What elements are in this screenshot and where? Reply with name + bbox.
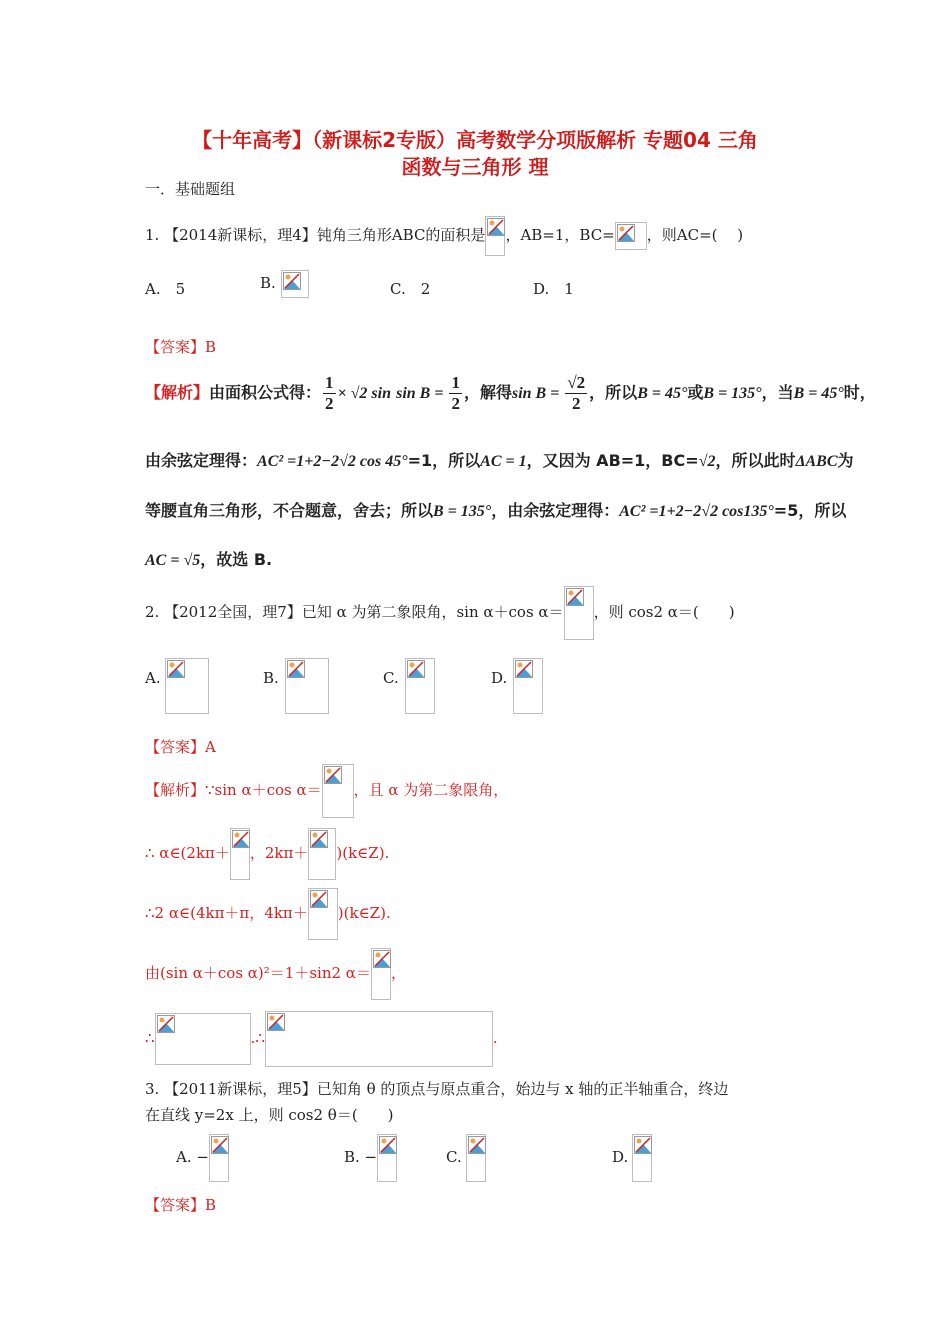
broken-image-icon — [265, 1011, 493, 1067]
q1-option-c: C. 2 — [390, 280, 431, 298]
broken-image-icon — [564, 586, 594, 640]
broken-image-icon — [308, 888, 338, 940]
q2-option-c-label: C. — [383, 669, 399, 687]
analysis-text: 等腰直角三角形，不合题意，舍去；所以 — [145, 501, 434, 520]
q2-analysis-line1 — [145, 762, 508, 818]
math-expr: √2 — [698, 453, 716, 470]
q1-text-c: ，则AC=( ) — [646, 226, 744, 244]
q3-number: 3. — [145, 1080, 160, 1098]
q1-analysis-line3 — [145, 498, 846, 521]
q1-number: 1. — [145, 226, 160, 244]
fraction-denominator: 2 — [325, 394, 334, 413]
q2-source: 【2012全国，理7】 — [164, 603, 302, 621]
math-expr: B = 45° — [793, 385, 844, 402]
page-title-line1: 【十年高考】（新课标2专版）高考数学分项版解析 专题04 三角 — [192, 128, 758, 152]
analysis-text: .∴ — [250, 1029, 265, 1047]
q3-option-b — [344, 1132, 397, 1182]
answer-label: 【答案】 — [145, 1196, 206, 1214]
broken-image-icon — [466, 1134, 486, 1182]
analysis-text: ， — [390, 964, 406, 982]
q1-text-b: ，AB=1，BC= — [505, 226, 615, 244]
q2-analysis-line2 — [145, 826, 389, 880]
q2-analysis-line4 — [145, 946, 406, 1000]
q3-option-b-label: B. − — [344, 1148, 378, 1166]
math-expr: AC = √5 — [145, 552, 201, 569]
q3-option-c-label: C. — [446, 1148, 462, 1166]
analysis-text: ∴2 α∈(4kπ＋π，4kπ＋ — [145, 904, 308, 922]
q1-option-a: A. 5 — [145, 280, 186, 298]
broken-image-icon — [165, 658, 209, 714]
q2-option-b — [263, 658, 329, 716]
answer-value: B — [205, 338, 217, 356]
answer-label: 【答案】 — [145, 338, 206, 356]
question-3 — [145, 1078, 728, 1099]
q3-option-a-label: A. − — [176, 1148, 209, 1166]
analysis-text: ，且 α 为第二象限角， — [353, 781, 509, 799]
q2-option-b-label: B. — [263, 669, 279, 687]
q3-option-c — [446, 1132, 486, 1182]
page-title-line2: 函数与三角形 理 — [401, 155, 549, 179]
analysis-text: )(k∈Z). — [337, 904, 391, 922]
q2-analysis-line3 — [145, 886, 391, 940]
q2-answer — [145, 736, 216, 757]
fraction-numerator: √2 — [567, 373, 586, 392]
math-expr: AC² =1+2−2√2 cos135° — [619, 503, 774, 520]
broken-image-icon — [405, 658, 435, 714]
answer-label: 【答案】 — [145, 738, 206, 756]
question-1 — [145, 216, 743, 256]
q2-option-a — [145, 658, 209, 716]
q2-number: 2. — [145, 603, 160, 621]
math-expr: AC² =1+2−2√2 cos 45° — [257, 453, 408, 470]
q3-option-a — [176, 1132, 229, 1182]
q2-option-c — [383, 658, 435, 716]
analysis-text: ，所以此时 — [715, 451, 796, 470]
q3-text-a: 已知角 θ 的顶点与原点重合，始边与 x 轴的正半轴重合，终边 — [316, 1080, 729, 1098]
analysis-text: ，解得 — [463, 383, 512, 402]
math-expr: AC = 1 — [480, 453, 527, 470]
broken-image-icon — [155, 1013, 251, 1065]
analysis-text: 由面积公式得： — [209, 383, 322, 402]
fraction-numerator: 1 — [451, 373, 460, 392]
analysis-text: ，又因为 AB=1，BC= — [526, 451, 699, 470]
analysis-text: . — [492, 1029, 498, 1047]
q2-option-a-label: A. — [145, 669, 161, 687]
analysis-text: 或 — [687, 383, 704, 402]
q1-source: 【2014新课标，理4】 — [164, 226, 317, 244]
section-heading: 一．基础题组 — [145, 180, 236, 198]
broken-image-icon — [371, 948, 391, 1000]
analysis-text: 由余弦定理得： — [145, 451, 258, 470]
q1-answer — [145, 336, 216, 357]
broken-image-icon — [230, 828, 250, 880]
math-expr: sin B = — [511, 385, 564, 402]
question-2 — [145, 584, 735, 640]
fraction — [323, 373, 336, 414]
math-expr: × √2 sin — [337, 385, 391, 402]
broken-image-icon — [285, 658, 329, 714]
broken-image-icon — [209, 1134, 229, 1182]
analysis-text: )(k∈Z). — [336, 844, 390, 862]
q1-option-b — [260, 270, 309, 298]
broken-image-icon — [485, 216, 505, 256]
q1-option-d: D. 1 — [533, 280, 574, 298]
q3-option-d — [612, 1132, 652, 1182]
math-expr: sin B = — [396, 385, 448, 402]
analysis-text: ，由余弦定理得： — [491, 501, 620, 520]
analysis-text: 时， — [843, 383, 876, 402]
analysis-text: ，2kπ＋ — [249, 844, 309, 862]
q1-analysis-line4 — [145, 547, 272, 570]
fraction-numerator: 1 — [325, 373, 334, 392]
analysis-text: ∴ α∈(2kπ＋ — [145, 844, 230, 862]
analysis-text: ，所以 — [589, 383, 638, 402]
q1-text-a: 钝角三角形ABC的面积是 — [316, 226, 486, 244]
analysis-text: =5，所以 — [773, 501, 847, 520]
broken-image-icon — [615, 222, 647, 250]
q1-analysis-line2 — [145, 448, 854, 471]
analysis-label: 【解析】 — [145, 781, 206, 799]
broken-image-icon — [632, 1134, 652, 1182]
analysis-text: 由(sin α＋cos α)²＝1＋sin2 α＝ — [145, 964, 371, 982]
q3-source: 【2011新课标，理5】 — [164, 1080, 317, 1098]
analysis-label: 【解析】 — [145, 383, 210, 402]
math-expr: ΔABC — [795, 453, 838, 470]
analysis-text: =1，所以 — [407, 451, 481, 470]
q2-text-a: 已知 α 为第二象限角，sin α＋cos α＝ — [301, 603, 564, 621]
analysis-text: ∵sin α＋cos α＝ — [205, 781, 322, 799]
q1-analysis-line1 — [145, 370, 876, 416]
broken-image-icon — [308, 828, 336, 880]
fraction — [565, 373, 587, 414]
q3-answer — [145, 1194, 216, 1215]
math-expr: B = 45° — [637, 385, 688, 402]
broken-image-icon — [513, 658, 543, 714]
answer-value: B — [205, 1196, 217, 1214]
analysis-text: 为 — [837, 451, 854, 470]
broken-image-icon — [281, 270, 309, 298]
analysis-text: ，当 — [761, 383, 794, 402]
answer-value: A — [205, 738, 216, 756]
analysis-text: ，故选 B. — [200, 550, 273, 569]
broken-image-icon — [377, 1134, 397, 1182]
broken-image-icon — [322, 764, 354, 818]
q3-text-line2: 在直线 y=2x 上，则 cos2 θ＝( ) — [145, 1106, 394, 1124]
q2-option-d — [491, 658, 543, 716]
fraction-denominator: 2 — [451, 394, 460, 413]
fraction — [449, 373, 462, 414]
fraction-denominator: 2 — [572, 394, 581, 413]
math-expr: B = 135° — [433, 503, 492, 520]
analysis-text: ∴ — [145, 1029, 155, 1047]
q2-text-b: ，则 cos2 α＝( ) — [593, 603, 735, 621]
q2-option-d-label: D. — [491, 669, 508, 687]
math-expr: B = 135° — [703, 385, 762, 402]
q3-option-d-label: D. — [612, 1148, 629, 1166]
q2-analysis-line5 — [145, 1010, 498, 1066]
q1-option-b-label: B. — [260, 274, 276, 292]
